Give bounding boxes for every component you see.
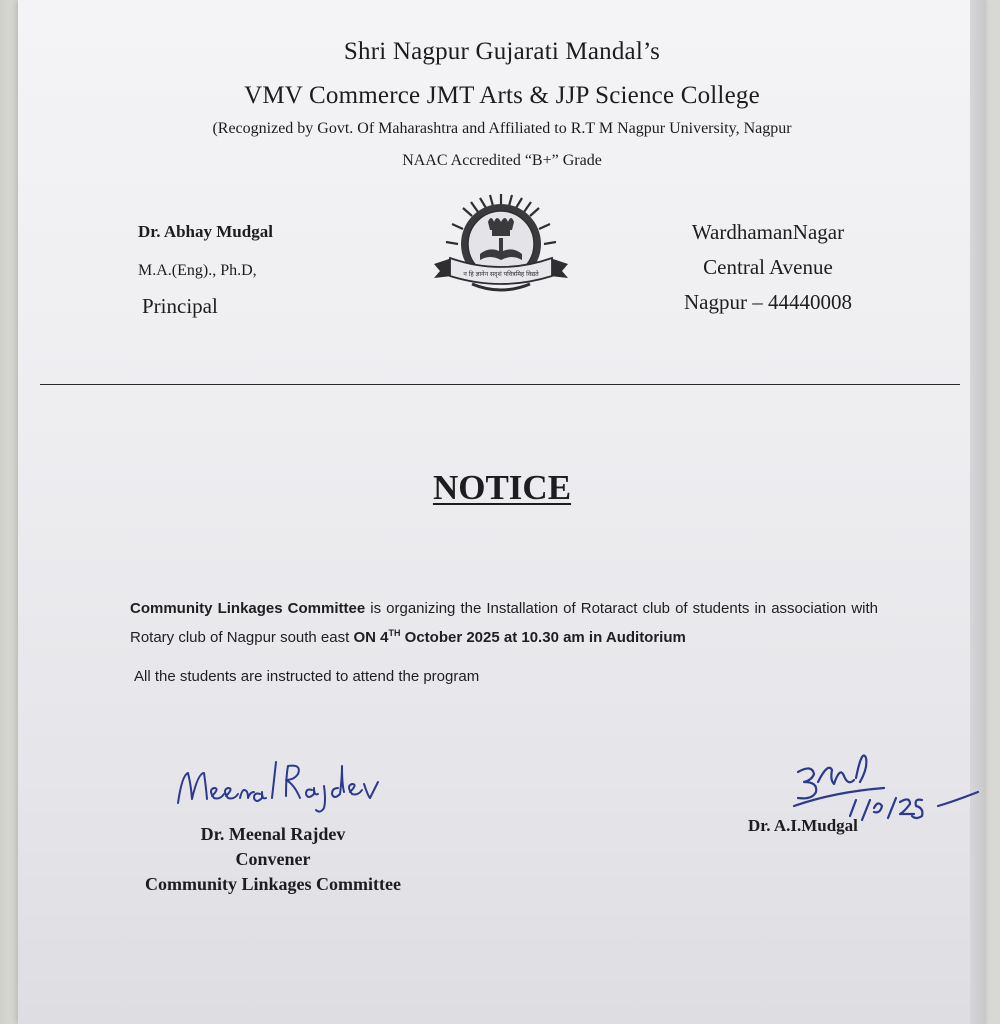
event-date-details: October 2025 at 10.30 am in Auditorium [400,629,686,646]
emblem-motto: न हि ज्ञानेन सदृशं पवित्रमिह विद्यते [463,271,539,278]
principal-qualification: M.A.(Eng)., Ph.D, [138,262,257,279]
notice-title [18,468,986,508]
principal-designation: Principal [142,294,218,318]
convener-committee: Community Linkages Committee [145,874,401,894]
principal-block [138,222,273,319]
header-divider [40,384,960,385]
notice-paragraph [130,596,878,650]
college-emblem-icon [428,186,574,298]
convener-block [118,822,428,897]
address-line-3: Nagpur – 44440008 [684,290,852,314]
notice-body: is organizing the Installation of Rotaract club of students in association with Rotary club of Nagpur south east [130,600,878,646]
principal-name: Dr. Abhay Mudgal [138,222,273,241]
principal-sign-block [748,816,858,836]
event-date [353,629,685,646]
convener-role: Convener [235,849,311,869]
address-block [658,220,878,315]
instruction-line: All the students are instructed to attend the program [134,668,480,685]
event-date-prefix: ON 4 [353,629,389,646]
principal-sign-name: Dr. A.I.Mudgal [748,816,858,835]
event-date-suffix-sup: TH [388,628,401,638]
convener-name: Dr. Meenal Rajdev [200,824,346,844]
trust-name: Shri Nagpur Gujarati Mandal’s [343,38,661,65]
recognition-line: (Recognized by Govt. Of Maharashtra and Affiliated to R.T M Nagpur University, Nagpur [212,120,792,137]
college-name: VMV Commerce JMT Arts & JJP Science College [244,82,760,109]
accreditation-line: NAAC Accredited “B+” Grade [402,152,602,169]
convener-signature [168,748,398,818]
notice-document [18,0,986,1024]
address-line-1: WardhamanNagar [691,220,845,244]
notice-title-text: NOTICE [432,468,572,507]
committee-name: Community Linkages Committee [130,600,366,617]
address-line-2: Central Avenue [703,255,833,279]
